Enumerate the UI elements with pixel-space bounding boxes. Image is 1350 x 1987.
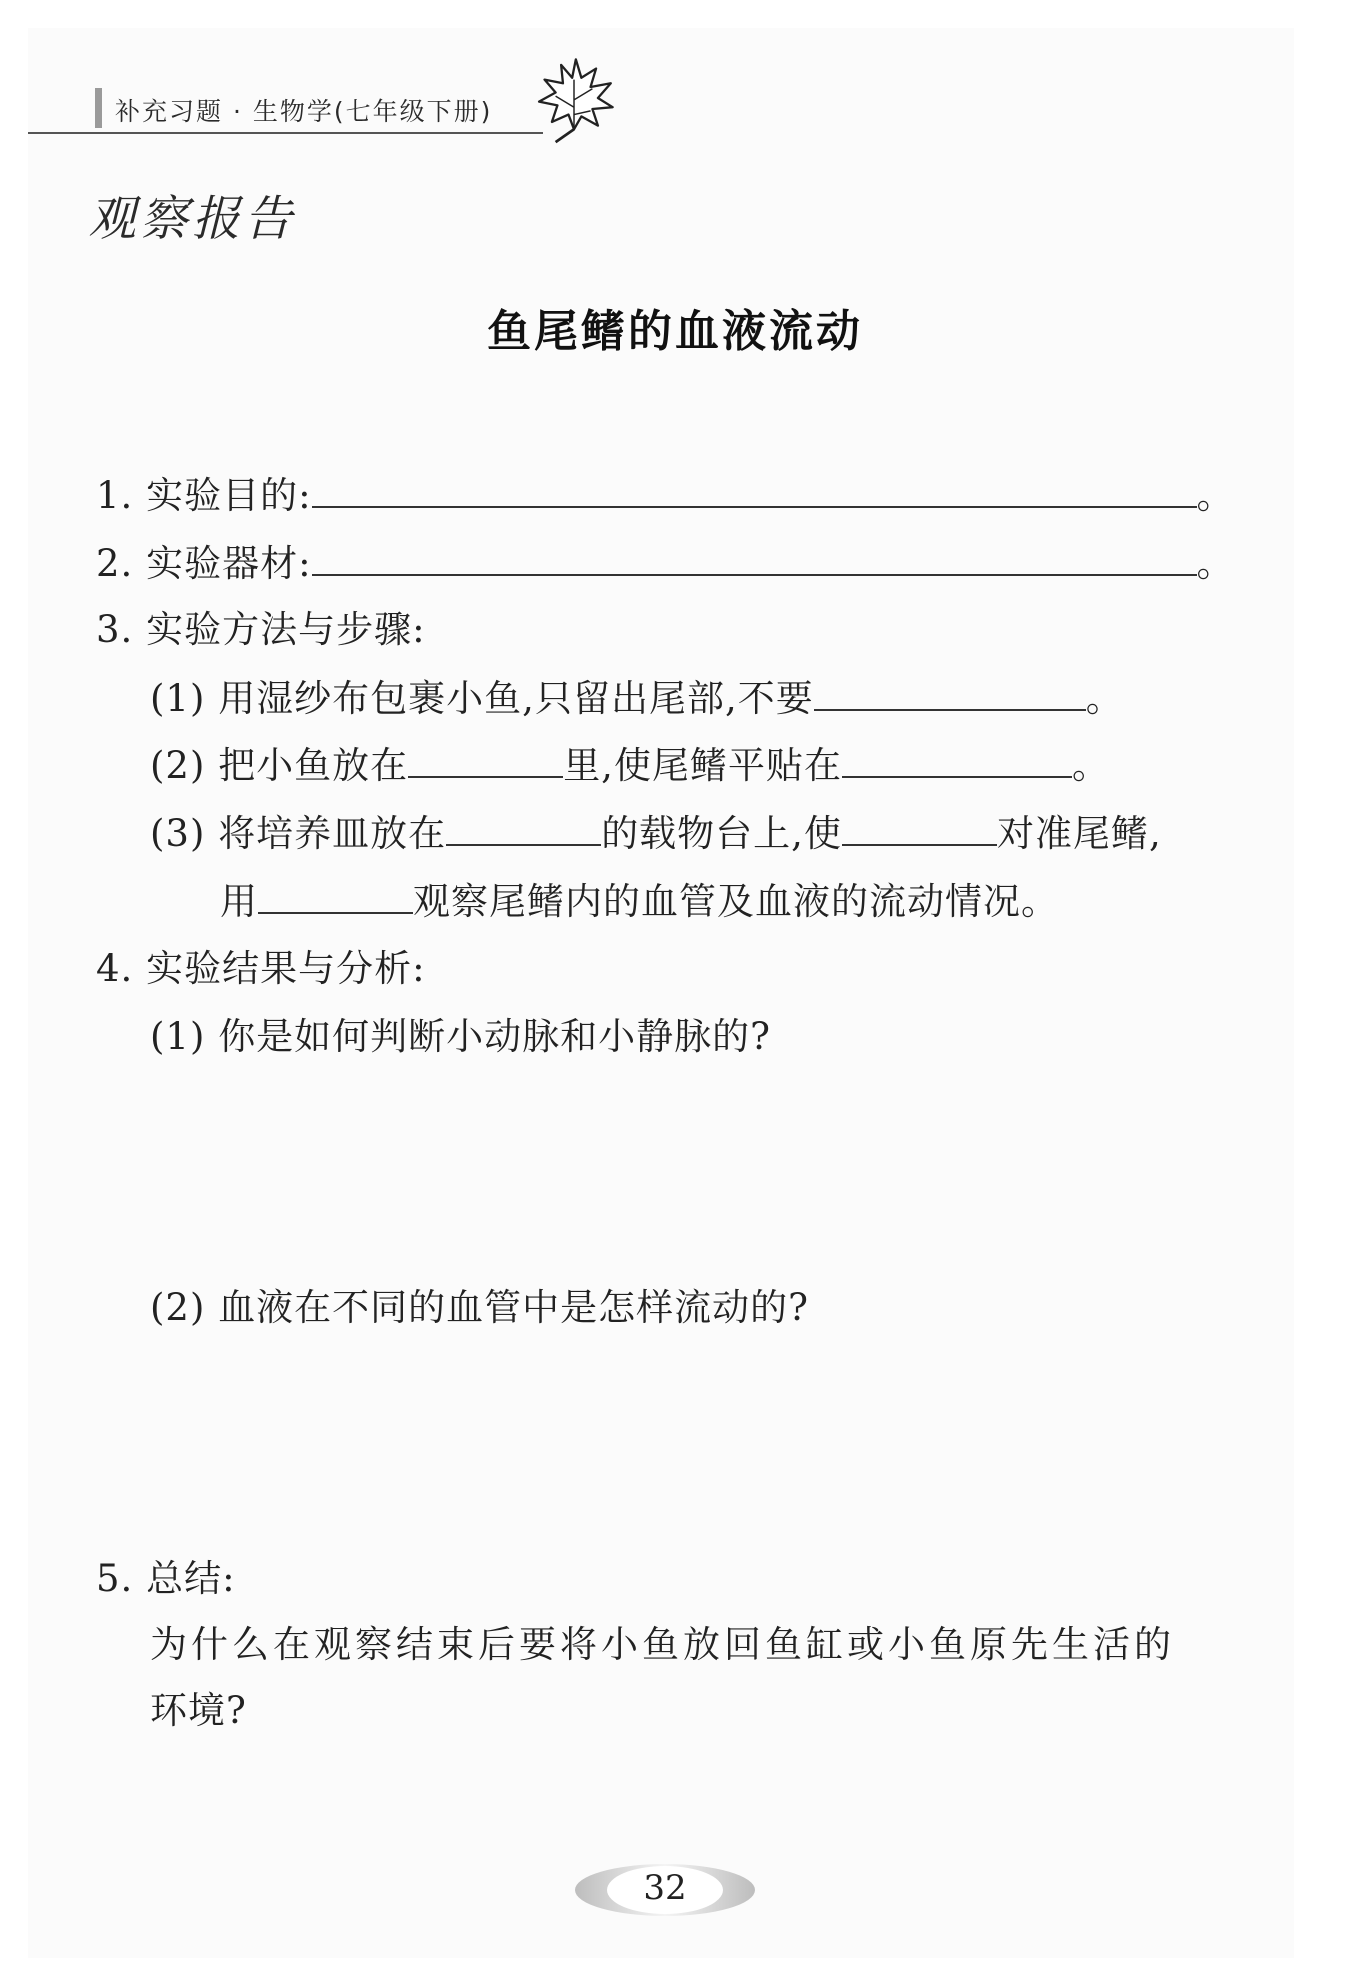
answer-blank[interactable]: [312, 476, 1197, 508]
question-number: (1): [150, 1015, 206, 1058]
step-2: [150, 744, 1110, 787]
summary-line-2: 环境?: [150, 1689, 247, 1732]
period: 。: [1196, 474, 1235, 517]
question-2: [150, 1286, 810, 1329]
step-text: 将培养皿放在: [218, 812, 447, 855]
step-text: 用湿纱布包裹小鱼,只留出尾部,不要: [218, 677, 814, 720]
main-title: 鱼尾鳍的血液流动: [487, 306, 863, 357]
item-4: [96, 947, 426, 990]
item-3: [96, 608, 426, 651]
page-number: 32: [643, 1868, 687, 1908]
answer-blank[interactable]: [814, 679, 1086, 711]
report-title: 观察报告: [88, 191, 297, 247]
step-text: 里,使尾鳍平贴在: [563, 744, 842, 787]
item-number: 2.: [96, 542, 134, 585]
header-rule: [28, 132, 543, 134]
step-text: 把小鱼放在: [218, 744, 409, 787]
period: 。: [1196, 542, 1235, 585]
step-1: [150, 677, 1124, 720]
answer-blank[interactable]: [842, 814, 997, 846]
step-text: 对准尾鳍,: [996, 812, 1162, 855]
item-number: 3.: [96, 608, 134, 651]
item-1: [96, 474, 1235, 517]
answer-blank[interactable]: [408, 746, 563, 778]
item-number: 1.: [96, 474, 134, 517]
summary-line-1: 为什么在观察结束后要将小鱼放回鱼缸或小鱼原先生活的: [150, 1623, 1175, 1666]
step-text: 用: [220, 880, 258, 923]
step-number: (2): [150, 744, 206, 787]
item-label: 实验方法与步骤:: [146, 608, 426, 651]
maple-leaf-icon: [528, 52, 620, 144]
item-5: [96, 1557, 236, 1600]
item-number: 5.: [96, 1557, 134, 1600]
period: 。: [1085, 677, 1124, 720]
period: 。: [1071, 744, 1110, 787]
book-title: 补充习题 · 生物学(七年级下册): [115, 97, 493, 126]
item-label: 实验结果与分析:: [146, 947, 426, 990]
answer-blank[interactable]: [842, 746, 1072, 778]
question-text: 你是如何判断小动脉和小静脉的?: [218, 1015, 772, 1058]
item-number: 4.: [96, 947, 134, 990]
item-label: 总结:: [146, 1557, 236, 1600]
step-text: 观察尾鳍内的血管及血液的流动情况。: [413, 880, 1059, 923]
step-number: (1): [150, 677, 206, 720]
question-number: (2): [150, 1286, 206, 1329]
step-3-continued: [220, 880, 1059, 923]
header-bar: [95, 88, 102, 128]
question-text: 血液在不同的血管中是怎样流动的?: [218, 1286, 810, 1329]
step-text: 的载物台上,使: [601, 812, 842, 855]
step-3: [150, 812, 1162, 855]
item-label: 实验目的:: [146, 474, 312, 517]
answer-blank[interactable]: [258, 882, 413, 914]
step-number: (3): [150, 812, 206, 855]
answer-blank[interactable]: [312, 544, 1197, 576]
question-1: [150, 1015, 772, 1058]
answer-blank[interactable]: [446, 814, 601, 846]
item-2: [96, 542, 1235, 585]
item-label: 实验器材:: [146, 542, 312, 585]
